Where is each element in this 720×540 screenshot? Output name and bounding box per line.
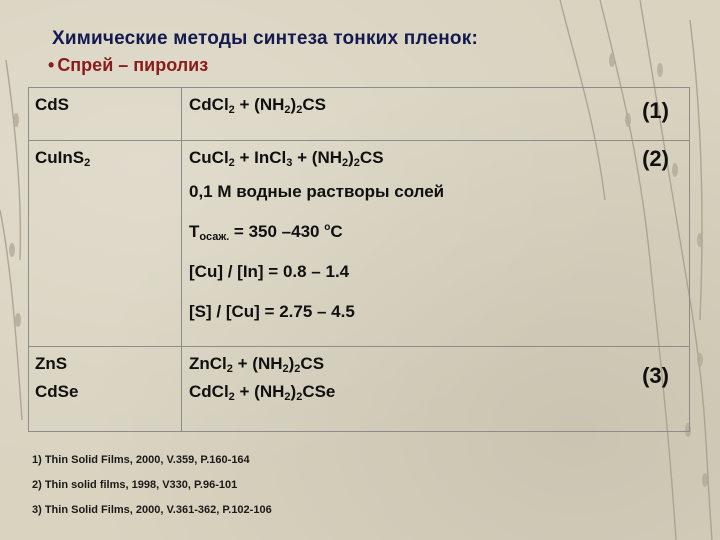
reaction-formula: CdCl$_2$ + $(NH_2)_2CS$ xyxy=(189,95,326,116)
table-row-2 xyxy=(29,141,690,347)
references-list xyxy=(32,454,272,529)
table-row-3 xyxy=(29,347,690,432)
details-cell xyxy=(182,347,690,432)
reference-number: (2) xyxy=(642,146,669,171)
cu-in-ratio: [Cu] / [In] = 0.8 – 1.4 xyxy=(189,262,350,281)
s-cu-ratio: [S] / [Cu] = 2.75 – 4.5 xyxy=(189,302,355,321)
reaction-formula: ZnCl$_2$ + $(NH_2)_2CS$ xyxy=(189,354,325,375)
material-name: ZnS xyxy=(35,354,68,373)
table-row-1 xyxy=(29,88,690,141)
reaction-formula: CdCl$_2$ + $(NH_2)_2CSe$ xyxy=(189,382,336,403)
bullet-text: Спрей – пиролиз xyxy=(57,55,209,75)
material-name: CdS xyxy=(35,95,69,114)
material-name: CdSe xyxy=(35,382,79,401)
slide-title: Химические методы синтеза тонких пленок: xyxy=(52,28,478,49)
solution-note: 0,1 M водные растворы солей xyxy=(189,182,445,201)
material-cell xyxy=(29,141,182,347)
material-cell xyxy=(29,347,182,432)
reference-item: 1) Thin Solid Films, 2000, V.359, P.160-164 xyxy=(32,454,250,466)
reference-item: 2) Thin solid films, 1998, V330, P.96-101 xyxy=(32,479,238,491)
reference-number: (1) xyxy=(642,98,669,123)
details-cell xyxy=(182,141,690,347)
reference-number: (3) xyxy=(642,363,669,388)
details-cell xyxy=(182,88,690,141)
material-name: CuInS$_2$ xyxy=(35,148,91,169)
material-cell xyxy=(29,88,182,141)
deposition-temperature: $T_{осаж.} = 350$ –430 $^o$C xyxy=(189,222,343,243)
bullet-marker: • xyxy=(48,55,55,75)
reference-item: 3) Thin Solid Films, 2000, V.361-362, P.102-106 xyxy=(32,504,272,516)
reaction-formula: CuCl$_2$ + InCl$_3$ + $(NH_2)_2CS$ xyxy=(189,148,384,169)
bullet-item xyxy=(48,55,208,76)
synthesis-table xyxy=(28,87,690,432)
